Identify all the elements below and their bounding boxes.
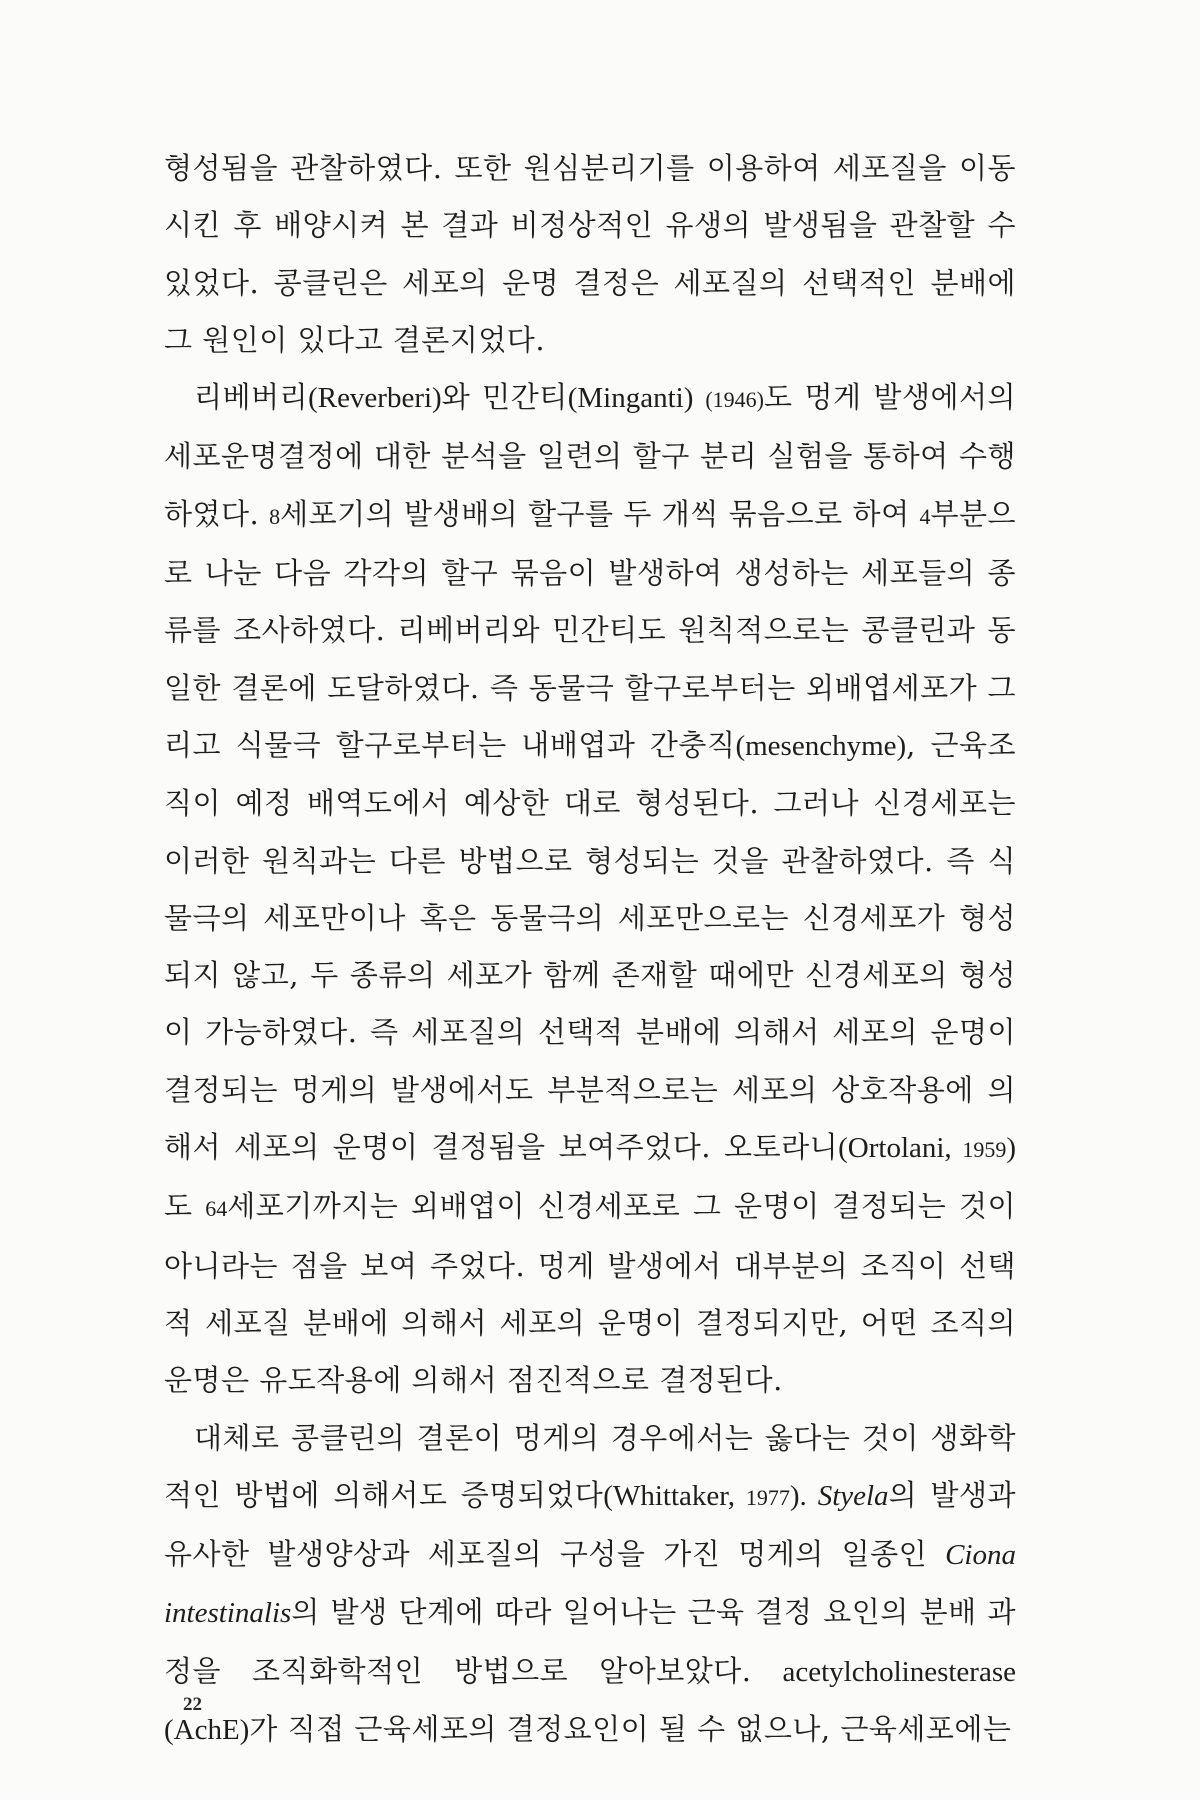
text-segment: 도 — [164, 1189, 206, 1224]
page-number: 22 — [183, 1694, 202, 1715]
text-segment: 부분으로 나눈 다음 각각의 할구 묶음이 발생하여 생성하는 세포들의 종류를 조사하였다. 리베버리와 민간티도 원칙적으로는 콩클린과 동일한 결론에 도달하였다. 즉 동물극 할구로부터는 외배엽세포가 그리고 식물극 할구로부터는 내배엽과 간충직 — [164, 496, 1016, 762]
citation-year: 1977 — [745, 1484, 790, 1510]
text-segment: 리베버리 — [194, 380, 309, 415]
paragraph-1 — [164, 140, 1016, 369]
species-name: Ciona intestinalis — [164, 1539, 1016, 1630]
citation-year: 1959 — [962, 1137, 1007, 1163]
citation-year: (1946) — [705, 387, 764, 413]
term-latin: (AchE) — [164, 1714, 250, 1747]
text-segment: 의 발생과 유사한 발생양상과 세포질의 구성을 가진 멍게의 일종인 — [164, 1477, 1016, 1572]
term-latin: acetylcholinesterase — [782, 1655, 1016, 1688]
text-segment: 형성됨을 관찰하였다. 또한 원심분리기를 이용하여 세포질을 이동시킨 후 배양시켜 본 결과 비정상적인 유생의 발생됨을 관찰할 수 있었다. 콩클린은 세포의 운명 결정은 세포질의 선택적인 분배에 그 원인이 있다고 결론지었다. — [164, 151, 1016, 357]
text-segment: 대체로 콩클린의 결론이 멍게의 경우에서는 옳다는 것이 생화학적인 방법에 의해서도 증명되었다 — [164, 1420, 1016, 1512]
citation-close: ). — [789, 1479, 818, 1512]
paragraph-2 — [164, 369, 1016, 1409]
species-name: Styela — [817, 1479, 889, 1512]
number: 8 — [269, 503, 281, 529]
term-latin: (mesenchyme) — [735, 729, 907, 762]
citation-author: (Reverberi) — [308, 382, 442, 415]
text-segment: , 근육조직이 예정 배역도에서 예상한 대로 형성된다. 그러나 신경세포는 이러한 원칙과는 다른 방법으로 형성되는 것을 관찰하였다. 즉 식물극의 세포만이나 혹은 동물극의 세포만으로는 신경세포가 형성되지 않고, 두 종류의 세포가 함께 존재할 때에만 신경세포의 형성이 가능하였다. 즉 세포질의 선택적 분배에 의해서 세포의 운명이 결정되는 멍게의 발생에서도 부분적으로는 세포의 상호작용에 의해서 세포의 운명이 결정됨을 보여주었다. 오토라니 — [164, 727, 1016, 1165]
body-text — [164, 140, 1016, 1759]
text-segment: 세포기의 발생배의 할구를 두 개씩 묶음으로 하여 — [280, 496, 920, 531]
citation-author: (Whittaker, — [603, 1479, 746, 1512]
number: 4 — [919, 503, 931, 529]
number: 64 — [205, 1196, 228, 1222]
citation-close: ) — [1006, 1132, 1016, 1165]
paragraph-3 — [164, 1410, 1016, 1760]
text-segment: 도 멍게 발생에서의 세포운명결정에 대한 분석을 일련의 할구 분리 실험을 통하여 수행하였다. — [164, 380, 1017, 531]
text-segment: 의 발생 단계에 따라 일어나는 근육 결정 요인의 분배 과정을 조직화학적인 방법으로 알아보았다. — [164, 1595, 1016, 1688]
citation-author: (Ortolani, — [838, 1132, 963, 1165]
citation-author: (Minganti) — [567, 382, 694, 415]
text-segment: 와 민간티 — [441, 380, 568, 415]
text-segment — [693, 380, 705, 414]
text-segment: 세포기까지는 외배엽이 신경세포로 그 운명이 결정되는 것이 아니라는 점을 보여 주었다. 멍게 발생에서 대부분의 조직이 선택적 세포질 분배에 의해서 세포의 운명이 결정되지만, 어떤 조직의 운명은 유도작용에 의해서 점진적으로 결정된다. — [164, 1189, 1016, 1398]
text-segment: 가 직접 근육세포의 결정요인이 될 수 없으나, 근육세포에는 — [249, 1712, 1012, 1747]
